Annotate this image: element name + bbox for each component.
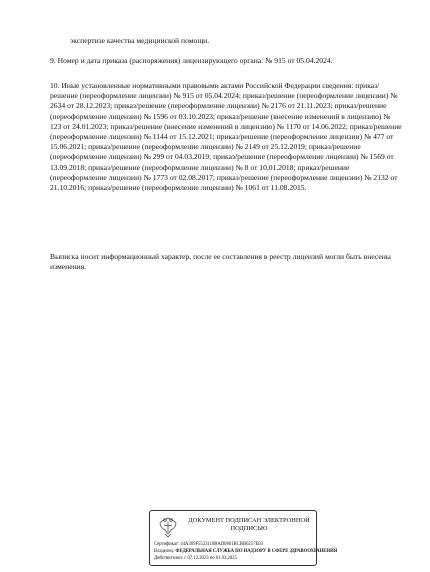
coat-of-arms-icon	[157, 515, 179, 539]
validity-row	[154, 556, 316, 562]
certificate-row	[154, 542, 316, 548]
item-10-other-info: 10. Иные установленные нормативными правовыми актами Российской Федерации сведения: приказ/решение (переоформление лицензии) № 915 от 05.04.2024; приказ/решение (переоформление лицензии) № 2634 от 28.12.2023; приказ/решение (переоформление лицензии) № 2176 от 21.11.2023; приказ/решение (переоформление лицензии) № 1596 от 03.10.2023; приказ/решение (внесение изменений в лицензию) № 123 от 24.01.2023; приказ/решение (внесение изменений в лицензию) № 1170 от 14.06.2022; приказ/решение (переоформление лицензии) № 1144 от 15.12.2021; приказ/решение (переоформление лицензии) № 477 от 15.06.2021; приказ/решение (переоформление лицензии) № 2149 от 25.12.2019; приказ/решение (переоформление лицензии) № 299 от 04.03.2019; приказ/решение (переоформление лицензии) № 1569 от 13.09.2018; приказ/решение (переоформление лицензии) № 8 от 10.01.2018; приказ/решение (переоформление лицензии) № 1773 от 02.08.2017; приказ/решение (переоформление лицензии) № 2132 от 21.10.2016; приказ/решение (переоформление лицензии) № 1061 от 11.08.2015.	[50, 81, 402, 193]
electronic-signature-stamp	[149, 510, 338, 566]
item-9-order-number: 9. Номер и дата приказа (распоряжения) лицензирующего органа: № 915 от 05.04.2024.	[50, 56, 333, 65]
owner-row	[154, 549, 338, 555]
validity-value: с 07.12.2023 по 01.03.2025	[184, 556, 237, 561]
stamp-title: ДОКУМЕНТ ПОДПИСАН ЭЛЕКТРОННОЙ ПОДПИСЬЮ	[188, 517, 310, 532]
informational-note: Выписка носит информационный характер, после ее составления в реестр лицензий могли быть внесены изменения.	[50, 252, 391, 272]
certificate-label: Сертификат:	[154, 542, 180, 547]
owner-value: ФЕДЕРАЛЬНАЯ СЛУЖБА ПО НАДЗОРУ В СФЕРЕ ЗДРАВООХРАНЕНИЯ	[175, 549, 338, 554]
validity-label: Действителен:	[154, 556, 184, 561]
previous-item-continuation: экспертизе качества медицинской помощи.	[70, 36, 210, 45]
certificate-value: 44A369F5523110BAD0861BCBB0257E03	[180, 542, 263, 547]
owner-label: Владелец:	[154, 549, 175, 554]
